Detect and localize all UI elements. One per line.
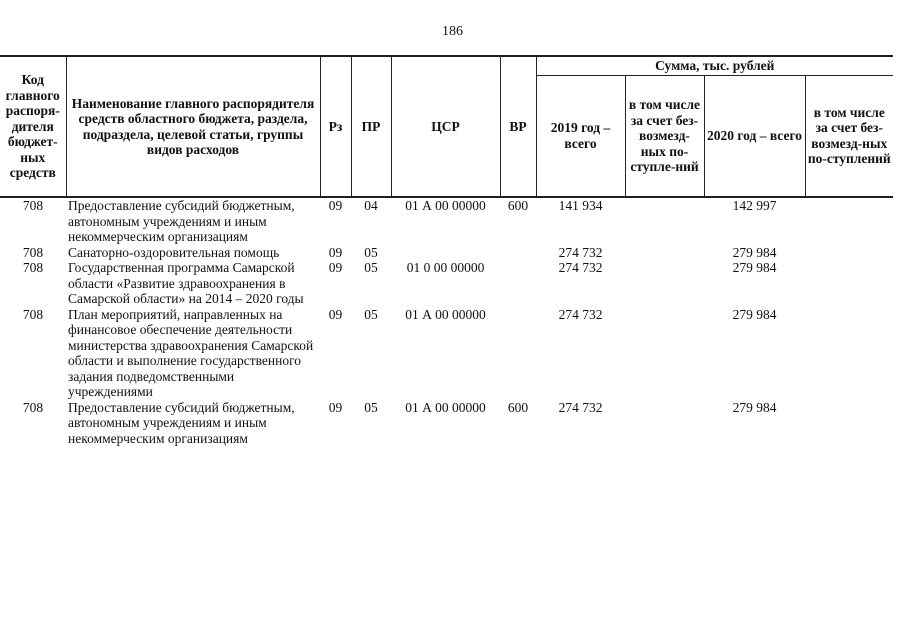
page-number: 186 [442,24,463,39]
row-2019-incl [625,245,704,261]
row-2019-incl [625,307,704,400]
row-csr: 01 А 00 00000 [405,399,486,415]
row-vr: 600 [507,399,529,415]
table-body [0,197,893,446]
table-row [0,197,893,245]
table-row [0,307,893,400]
row-vr [500,260,536,307]
row-2020-total: 279 984 [732,399,777,415]
row-pr: 05 [364,244,378,260]
row-csr [391,245,500,261]
row-2019-incl [625,197,704,245]
header-pr: ПР [351,56,391,197]
row-2020-total: 279 984 [732,306,777,322]
row-vr: 600 [507,198,529,213]
row-name: Государственная программа Самарской области «Развитие здравоохранения в Самарской области» на 2014 – 2020 годы [68,260,304,306]
row-pr: 04 [364,198,378,213]
row-code: 708 [22,244,44,260]
row-name: Предоставление субсидий бюджетным, автономным учреждениям и иным некоммерческим организациям [68,399,295,446]
row-rz: 09 [328,198,343,213]
row-name: План мероприятий, направленных на финансовое обеспечение деятельности министерства здравоохранения Самарской области и выполнение государственного задания подведомственными учреждениями [68,306,314,399]
row-2020-incl [805,400,893,447]
header-2019-incl: в том числе за счет без-возмезд-ных по-ступле-ний [625,75,704,197]
budget-table [0,55,893,446]
row-2019-total: 274 732 [558,306,603,322]
row-csr: 01 0 00 00000 [406,260,485,275]
row-code: 708 [22,306,44,322]
row-2020-incl [805,197,893,245]
row-rz: 09 [328,244,343,260]
table-header [0,56,893,197]
header-2020-total: 2020 год – всего [704,75,805,197]
row-code: 708 [22,399,44,415]
header-code: Код главного распоря-дителя бюджет-ных средств [0,56,66,197]
header-name: Наименование главного распорядителя средств областного бюджета, раздела, подраздела, целевой статьи, группы видов расходов [66,56,320,197]
header-vr: ВР [500,56,536,197]
row-code: 708 [22,198,44,213]
row-2020-incl [805,245,893,261]
row-rz: 09 [328,399,343,415]
row-name: Санаторно-оздоровительная помощь [68,244,280,260]
row-pr: 05 [364,306,378,322]
header-2020-incl: в том числе за счет без-возмезд-ных по-ступлений [805,75,893,197]
row-2019-total: 274 732 [558,399,603,415]
row-name: Предоставление субсидий бюджетным, автономным учреждениям и иным некоммерческим организациям [68,198,295,244]
row-vr [500,307,536,400]
row-2019-incl [625,260,704,307]
row-2020-total: 279 984 [732,260,777,275]
row-2020-total: 142 997 [732,198,777,213]
header-rz: Рз [320,56,351,197]
row-code: 708 [22,260,44,275]
row-rz: 09 [328,306,343,322]
row-csr: 01 А 00 00000 [405,198,486,213]
row-vr [500,245,536,261]
row-2020-incl [805,307,893,400]
row-2019-total: 274 732 [558,244,603,260]
header-sum: Сумма, тыс. рублей [536,56,893,75]
row-2019-incl [625,400,704,447]
row-2020-incl [805,260,893,307]
row-2020-total: 279 984 [732,244,777,260]
table-row [0,400,893,447]
table-row [0,260,893,307]
row-pr: 05 [364,260,378,275]
table-row [0,245,893,261]
header-2019-total: 2019 год – всего [536,75,625,197]
row-rz: 09 [328,260,343,275]
row-csr: 01 А 00 00000 [405,306,486,322]
row-2019-total: 141 934 [558,198,603,213]
row-2019-total: 274 732 [558,260,603,275]
row-pr: 05 [364,399,378,415]
header-csr: ЦСР [391,56,500,197]
